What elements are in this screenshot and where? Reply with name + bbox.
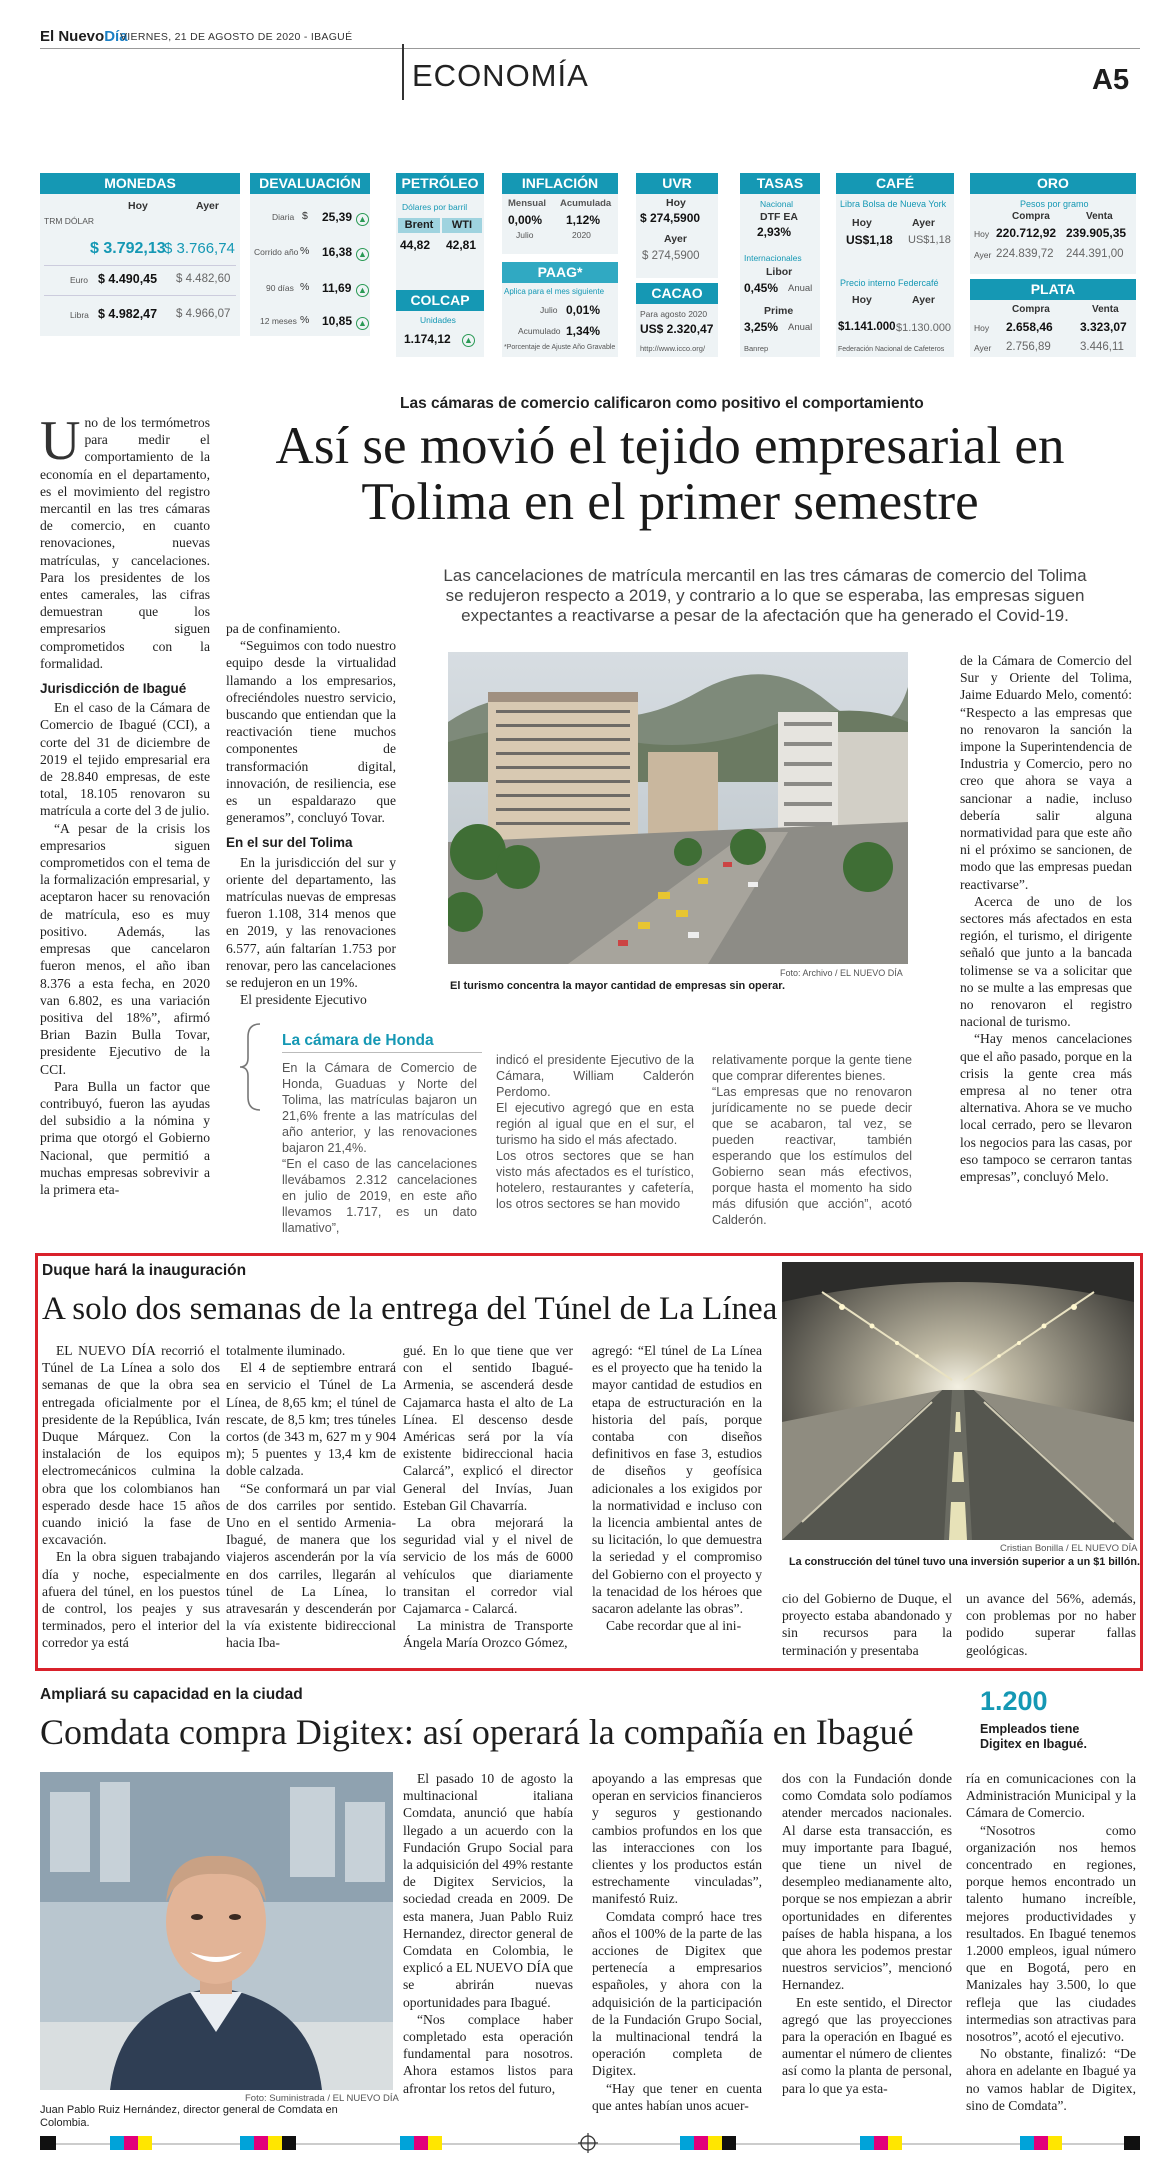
up-arrow-icon: ▲ [356, 281, 369, 299]
paag-header: PAAG* [502, 262, 618, 283]
page-number: A5 [1092, 64, 1130, 96]
plata-header: PLATA [970, 279, 1136, 300]
monedas-ayer-label: Ayer [196, 200, 219, 212]
honda-title-rule [282, 1052, 482, 1053]
plata-hoy-label: Hoy [974, 323, 990, 333]
article1-paragraph: Para Bulla un factor que contribuyó, fueron las ayudas del subsidio a la nómina y prima que otorgó el Gobierno Nacional, que permitió a muchas empresas sobrevivir a la primera eta- [40, 1078, 210, 1197]
deval-diaria-value: 25,39 [322, 210, 353, 224]
article2-kicker: Duque hará la inauguración [42, 1262, 247, 1279]
up-arrow-icon: ▲ [356, 314, 369, 332]
tasas-internacional-label: Internacionales [744, 253, 802, 263]
oro-venta-label: Venta [1086, 211, 1113, 222]
monedas-divider [44, 295, 236, 296]
registration-bar-right [640, 2136, 1140, 2150]
brent-value: 44,82 [400, 238, 431, 252]
article3-paragraph: ría en comunicaciones con la Administración Municipal y la Cámara de Comercio. [966, 1771, 1136, 1821]
article1-paragraph: Acerca de uno de los sectores más afectados en esta región, el turismo, el dirigente señaló que junto a la bancada tolimense se va a solicitar que no se multe a las empresas que no renovaron el registro nacional de turismo. [960, 893, 1132, 1030]
market-strip [0, 0, 1172, 370]
article3-stat-text: Empleados tiene Digitex en Ibagué. [980, 1722, 1087, 1751]
article1-paragraph: El presidente Ejecutivo [240, 992, 367, 1008]
tasas-source: Banrep [744, 344, 769, 353]
uvr-header: UVR [636, 173, 718, 194]
deval-90-label: 90 días [266, 283, 294, 293]
article3-headline: Comdata compra Digitex: así operará la compañía en Ibagué [40, 1712, 914, 1752]
honda-column-2 [496, 1052, 694, 1212]
deval-diaria-label: Diaria [272, 212, 295, 222]
inflacion-acumulada: 1,12% [566, 213, 601, 227]
article2-paragraph: En la obra siguen trabajando día y noche, especialmente afuera del túnel, en los puestos de control, los peajes y sus terminados, pero el interior del corredor ya está [42, 1549, 220, 1651]
article2-paragraph: Cabe recordar que al ini- [606, 1618, 742, 1634]
article2-column-6 [966, 1590, 1136, 1659]
article3-paragraph: No obstante, finalizó: “De ahora en adelante en Ibagué ya no vamos hablar de Digitex, sino de Comdata”. [966, 2046, 1136, 2113]
oro-compra-label: Compra [1012, 211, 1050, 222]
inflacion-mensual-label: Mensual [508, 198, 547, 209]
honda-paragraph: relativamente porque la gente tiene que comprar diferentes bienes. [712, 1053, 912, 1083]
uvr-ayer: $ 274,5900 [642, 250, 700, 262]
article2-photo-credit: Cristian Bonilla / EL NUEVO DÍA [1000, 1543, 1138, 1554]
colcap-value: 1.174,12 [404, 332, 451, 346]
wti-label: WTI [442, 218, 482, 233]
dtf-label: DTF EA [760, 211, 798, 223]
trm-ayer: $ 3.766,74 [164, 240, 235, 257]
deval-diaria-unit: $ [302, 210, 308, 222]
article3-paragraph: “Nosotros como organización nos hemos concentrado en regiones, porque hemos encontrado un talento humano increíble, mejores productividades y resultados. En Ibagué tenemos 1.2000 empleos, igual número que en Bogotá, pero en Manizales hay 3.500, lo que refleja que las ciudades intermedias son atractivas para nosotros”, acotó el ejecutivo. [966, 1822, 1136, 2045]
city-photo-illustration [448, 652, 908, 964]
article1-column-1 [40, 410, 210, 1198]
deval-corrido-unit: % [300, 245, 310, 257]
devaluacion-header: DEVALUACIÓN [250, 173, 370, 194]
honda-box-title: La cámara de Honda [282, 1032, 434, 1049]
article1-subhead: Jurisdicción de Ibagué [40, 681, 187, 697]
paag-julio: 0,01% [566, 303, 601, 317]
article1-text: no de los termómetros para medir el comportamiento de la economía en el departamento, es el movimiento del registro mercantil en las tres cámaras de comercio, en cuanto renovaciones, nuevas matrículas, y cancelaciones. Para los presidentes de los entes camerales, las cifras demuestran que los empresarios siguen comprometidos con la formalidad. [40, 415, 210, 671]
article2-paragraph: EL NUEVO DÍA recorrió el Túnel de La Línea a solo dos semanas de que la obra sea entregada oficialmente por el presidente de la República, Iván Duque Márquez. Con la instalación de los equipos electromecánicos culmina la obra que los colombianos han esperado desde hace 15 años cuando inició la fase de excavación. [42, 1343, 220, 1548]
article2-column-2 [226, 1342, 396, 1652]
cacao-source: http://www.icco.org/ [640, 344, 706, 353]
cafe-fed-ayer: $1.130.000 [896, 322, 952, 334]
article1-paragraph: pa de confinamiento. [226, 621, 341, 636]
up-arrow-icon: ▲ [356, 245, 369, 263]
article1-headline: Así se movió el tejido empresarial en Tolima en el primer semestre [275, 417, 1065, 531]
euro-ayer: $ 4.482,60 [176, 273, 231, 285]
prime-value: 3,25% [744, 320, 779, 334]
oro-hoy-compra: 220.712,92 [996, 226, 1057, 240]
inflacion-header: INFLACIÓN [502, 173, 618, 194]
article1-paragraph: “Hay menos cancelaciones que el año pasado, porque en la crisis la gente crea más empresa al no tener otra alternativa. Ahora se ve mucho local cerrado, pero se llevaron los negocios para las casas, por eso tampoco se cerraron tantas empresas”, concluyó Melo. [960, 1031, 1132, 1185]
article3-photo-credit: Foto: Suministrada / EL NUEVO DÍA [245, 2093, 399, 2104]
oro-header: ORO [970, 173, 1136, 194]
deval-corrido-label: Corrido año [254, 247, 299, 257]
paag-julio-label: Julio [540, 305, 558, 315]
libra-label: Libra [70, 310, 89, 320]
article2-column-5 [782, 1590, 952, 1659]
oro-hoy-venta: 239.905,35 [1066, 226, 1127, 240]
uvr-hoy: $ 274,5900 [640, 211, 701, 225]
article2-paragraph: totalmente iluminado. [226, 1343, 346, 1358]
article2-paragraph: La obra mejorará la seguridad vial y el nivel de servicio de los más de 6000 vehículos que diariamente transitan el corredor vial Cajamarca - Calarcá. [403, 1515, 573, 1617]
article2-photo-caption: La construcción del túnel tuvo una inversión superior a un $1 billón. [789, 1556, 1140, 1568]
monedas-hoy-label: Hoy [128, 200, 148, 212]
article2-paragraph: La ministra de Transporte Ángela María Orozco Gómez, [403, 1618, 573, 1651]
honda-column-3 [712, 1052, 912, 1228]
article3-paragraph: apoyando a las empresas que operan en servicios financieros y seguros y gestionando cambios profundos en los que las interacciones con los clientes y los productos están estrechamente vinculadas”, manifestó Ruiz. [592, 1771, 762, 1907]
plata-hoy-compra: 2.658,46 [1006, 320, 1053, 334]
brand-name: El Nuevo [40, 28, 105, 45]
prime-unit: Anual [788, 322, 813, 333]
edition-date: VIERNES, 21 DE AGOSTO DE 2020 - IBAGUÉ [120, 31, 353, 43]
deval-12-label: 12 meses [260, 316, 297, 326]
deval-corrido-value: 16,38 [322, 245, 353, 259]
article1-paragraph: de la Cámara de Comercio del Sur y Oriente del Tolima, Jaime Eduardo Melo, comentó: “Respecto a las empresas que no renovaron la sanción la impone la Superintendencia de Industria y Comercio, pero no creo que ahora se vaya a sancionar a nadie, incluso debería salir alguna normatividad para que este año ni el próximo se sancionen, de modo que las empresas puedan reactivarse”. [960, 653, 1132, 892]
article1-kicker: Las cámaras de comercio calificaron como positivo el comportamiento [400, 395, 924, 412]
libor-label: Libor [766, 266, 793, 278]
libor-unit: Anual [788, 283, 813, 294]
deval-12-value: 10,85 [322, 314, 353, 328]
oro-hoy-label: Hoy [974, 229, 990, 239]
petroleo-sub: Dólares por barril [402, 202, 468, 212]
section-title: ECONOMÍA [412, 58, 589, 93]
article2-paragraph: El 4 de septiembre entrará en servicio el Túnel de La Línea, de 8,65 km; el túnel de rescate, de 8,5 km; tres túneles cortos (de 343 m, 627 m y 904 m); 5 puentes y 13,4 km de doble calzada. [226, 1360, 396, 1479]
article1-subhead: En el sur del Tolima [226, 835, 353, 851]
article1-deck: Las cancelaciones de matrícula mercantil en las tres cámaras de comercio del Tolima se redujeron respecto a 2019, y contrario a lo que se esperaba, las empresas siguen expectantes a reactivarse a pesar de la afectación que ha generado el Covid-19. [443, 566, 1087, 625]
article1-paragraph [40, 410, 210, 672]
trm-hoy: $ 3.792,13 [90, 240, 166, 257]
honda-paragraph: indicó el presidente Ejecutivo de la Cámara, William Calderón Perdomo. [496, 1053, 694, 1099]
portrait-photo [40, 1772, 393, 2090]
euro-label: Euro [70, 275, 88, 285]
honda-paragraph: El ejecutivo agregó que en esta región al igual que en el sur, el turismo ha sido el más afectado. [496, 1101, 694, 1147]
dropcap: U [40, 410, 81, 472]
tunnel-photo-illustration [782, 1262, 1134, 1540]
paag-acum: 1,34% [566, 324, 601, 338]
monedas-header: MONEDAS [40, 173, 240, 194]
cafe-ny-sub: Libra Bolsa de Nueva York [840, 199, 947, 209]
libra-hoy: $ 4.982,47 [98, 307, 158, 321]
cafe-header: CAFÉ [836, 173, 954, 194]
article3-paragraph: “Nos complace haber completado esta operación fundamental para nosotros. Ahora estamos listos para afrontar los retos del futuro, [403, 2011, 573, 2096]
registration-target-icon [578, 2133, 598, 2158]
article3-column-3 [782, 1770, 952, 2097]
article2-column-3 [403, 1342, 573, 1652]
article1-photo-caption: El turismo concentra la mayor cantidad de empresas sin operar. [450, 980, 786, 992]
article2-paragraph: un avance del 56%, además, con problemas por no haber podido superar fallas geológicas. [966, 1591, 1136, 1658]
article1-photo-credit: Foto: Archivo / EL NUEVO DÍA [780, 968, 903, 978]
up-arrow-icon: ▲ [462, 331, 475, 349]
tasas-nacional-label: Nacional [760, 199, 794, 209]
inflacion-mensual: 0,00% [508, 213, 543, 227]
honda-paragraph: Los otros sectores que se han visto más afectados es el turístico, hotelero, restaurantes y cafetería, los otros sectores se han movido [496, 1149, 694, 1211]
monedas-divider [44, 265, 236, 266]
tasas-header: TASAS [740, 173, 820, 194]
article3-paragraph: “Hay que tener en cuenta que antes habían unos acuer- [592, 2080, 762, 2113]
article2-paragraph: agregó: “El túnel de La Línea es el proyecto que ha tenido la mayor cantidad de estudios en etapa de estructuración en la historia del país, porque contaba con diseños definitivos en fase 3, estudios de diseños y geofísica adicionales a los exigidos por la normatividad e incluso con la licencia ambiental antes de su licitación, lo que demuestra la seriedad y el compromiso del Gobierno con el proyecto y la tenacidad de los héroes que sacaron adelante las obras”. [592, 1343, 762, 1617]
uvr-ayer-label: Ayer [664, 233, 687, 245]
cacao-header: CACAO [636, 283, 718, 304]
honda-paragraph: En la Cámara de Comercio de Honda, Guaduas y Norte del Tolima, las matrículas bajaron un 21,6% frente a las matrículas del año anterior, y las renovaciones bajaron 21,4%. [282, 1061, 477, 1155]
article3-paragraph: En este sentido, el Director agregó que las proyecciones para la operación en Ibagué es aumentar el número de clientes así como la planta de personal, para lo que ya esta- [782, 1994, 952, 2096]
dtf-value: 2,93% [757, 225, 792, 239]
uvr-hoy-label: Hoy [666, 197, 686, 209]
oro-sub: Pesos por gramo [1020, 199, 1089, 209]
inflacion-mensual-period: Julio [516, 230, 534, 240]
article2-paragraph: cio del Gobierno de Duque, el proyecto estaba abandonado y sin recursos para la terminación y presentaba [782, 1591, 952, 1658]
oro-ayer-compra: 224.839,72 [996, 248, 1054, 260]
cafe-ayer-label: Ayer [912, 294, 935, 306]
colcap-sub: Unidades [420, 315, 456, 325]
libra-ayer: $ 4.966,07 [176, 308, 231, 320]
deval-90-value: 11,69 [322, 281, 352, 295]
article2-column-1 [42, 1342, 220, 1652]
article1-paragraph: En el caso de la Cámara de Comercio de Ibagué (CCI), a corte del 31 de diciembre de 2019 el tejido empresarial era de 28.840 empresas, de este total, 18.105 renovaron su matrícula a corte del 3 de julio. [40, 700, 210, 819]
article3-column-1 [403, 1770, 573, 2097]
article1-column-2 [226, 620, 396, 1008]
article3-paragraph: El pasado 10 de agosto la multinacional italiana Comdata, anunció que había llegado a un acuerdo con la Fundación Grupo Social para la adquisición del 49% restante de Digitex Servicios, la sociedad creada en 2009. De esta manera, Juan Pablo Ruiz Hernandez, director general de Comdata en Colombia, le explicó a EL NUEVO DÍA que se abrirán nuevas oportunidades para Ibagué. [403, 1771, 573, 2010]
article2-headline: A solo dos semanas de la entrega del Túnel de La Línea [42, 1291, 778, 1327]
honda-column-1 [282, 1060, 477, 1236]
plata-ayer-compra: 2.756,89 [1006, 341, 1051, 353]
inflacion-acumulada-period: 2020 [572, 230, 591, 240]
plata-ayer-label: Ayer [974, 343, 992, 353]
prime-label: Prime [764, 305, 794, 317]
brand-name-accent: Día [104, 28, 128, 45]
article3-photo-caption: Juan Pablo Ruiz Hernández, director general de Comdata en Colombia. [40, 2104, 338, 2129]
portrait-photo-illustration [40, 1772, 393, 2090]
registration-bar-left [40, 2136, 520, 2150]
article1-paragraph: En la jurisdicción del sur y oriente del departamento, las matrículas nuevas de empresas fueron 1.108, 314 menos que en 2019, y las renovaciones 6.577, aún faltarían 1.753 por renovar, pero las cancelaciones se redujeron en un 19%. [226, 854, 396, 991]
inflacion-acumulada-label: Acumulada [560, 198, 612, 209]
brent-label: Brent [398, 218, 440, 233]
colcap-header: COLCAP [396, 290, 484, 311]
cacao-value: US$ 2.320,47 [640, 322, 714, 336]
deval-12-unit: % [300, 314, 310, 326]
honda-paragraph: “En el caso de las cancelaciones llevábamos 2.312 cancelaciones en julio de 2019, en este año llevamos 1.717, es un dato llamativo”, [282, 1157, 477, 1235]
article1-paragraph: “Seguimos con todo nuestro equipo desde la virtualidad llamando a los empresarios, ofreciéndoles nuestro servicio, buscando que entiendan que la reactivación tiene muchos componentes de transformación digital, innovación, de resiliencia, ese es un espaldarazo que generamos”, concluyó Tovar. [226, 638, 396, 826]
tunnel-photo [782, 1262, 1134, 1540]
cafe-source: Federación Nacional de Cafeteros [838, 346, 945, 353]
cafe-hoy-label: Hoy [852, 294, 872, 306]
oro-ayer-label: Ayer [974, 250, 992, 260]
honda-paragraph: “Las empresas que no renovaron jurídicamente no se puede decir que se acabaron, tal vez, se pueden reactivar, también esperando que los estímulos del Gobierno sean más efectivos, porque hasta el momento ha sido más difusión que acción”, acotó Calderón. [712, 1085, 912, 1227]
article3-column-2 [592, 1770, 762, 2114]
cafe-hoy-label: Hoy [852, 217, 872, 229]
cafe-ayer-label: Ayer [912, 217, 935, 229]
wti-value: 42,81 [446, 238, 477, 252]
brace-icon [238, 1022, 268, 1117]
plata-venta-label: Venta [1092, 304, 1119, 315]
article2-column-4 [592, 1342, 762, 1634]
article1-column-5 [960, 652, 1132, 1185]
cafe-ny-ayer: US$1,18 [908, 234, 951, 246]
euro-hoy: $ 4.490,45 [98, 272, 158, 286]
article3-paragraph: Comdata compró hace tres años el 100% de la parte de las acciones de Digitex que pertenecía a empresarios españoles, y ahora con la adquisición de la participación de la Fundación Grupo Social, la multinacional tendrá la operación completa de Digitex. [592, 1908, 762, 2079]
article3-stat-number: 1.200 [980, 1686, 1048, 1716]
plata-hoy-venta: 3.323,07 [1080, 320, 1127, 334]
trm-label: TRM DÓLAR [44, 216, 95, 226]
up-arrow-icon: ▲ [356, 210, 369, 228]
cafe-fed-hoy: $1.141.000 [838, 321, 896, 333]
article3-column-4 [966, 1770, 1136, 2114]
article3-kicker: Ampliará su capacidad en la ciudad [40, 1686, 303, 1703]
paag-acum-label: Acumulado [518, 326, 561, 336]
article1-paragraph: “A pesar de la crisis los empresarios siguen comprometidos con el tema de la formalización empresarial, y aceptaron hacer su renovación de matrícula, eso es muy positivo. Además, las empresas que cancelaron fueron menos, el año iban 8.376 a esta fecha, en 2020 van 6.802, es una variación positiva del 18%”, afirmó Brian Bazin Bulla Tovar, presidente Ejecutivo de la CCI. [40, 820, 210, 1077]
paag-note: *Porcentaje de Ajuste Año Gravable [504, 344, 616, 351]
petroleo-header: PETRÓLEO [396, 173, 484, 194]
oro-ayer-venta: 244.391,00 [1066, 248, 1124, 260]
plata-compra-label: Compra [1012, 304, 1050, 315]
city-plaza-photo [448, 652, 908, 964]
article2-paragraph: “Se conformará un par vial de dos carriles por sentido. Uno en el sentido Armenia-Ibagué, de manera que los viajeros ascenderán por la vía en dos carriles, llegarán al túnel de La Línea, lo atravesarán y descenderán por la vía existente bidireccional hacia Iba- [226, 1480, 396, 1651]
article2-paragraph: gué. En lo que tiene que ver con el sentido Ibagué-Armenia, se ascenderá desde Cajamarca hasta el alto de La Línea. El descenso desde Américas será por la vía existente bidireccional hacia Calarcá”, explicó el director General del Invías, Juan Esteban Gil Chavarría. [403, 1343, 573, 1513]
libor-value: 0,45% [744, 281, 779, 295]
article3-paragraph: dos con la Fundación donde como Comdata solo podíamos atender mercados nacionales. Al darse esta transacción, es muy importante para Ibagué, que tiene un nivel de desempleo medianamente alto, porque se nos empiezan a abrir oportunidades en diferentes países de habla hispana, a los que ahora les podemos prestar nuestros servicios”, mencionó Hernandez. [782, 1771, 952, 1993]
cafe-fed-sub: Precio interno Federcafé [840, 278, 939, 288]
cacao-sub: Para agosto 2020 [640, 309, 708, 319]
plata-ayer-venta: 3.446,11 [1080, 341, 1124, 353]
deval-90-unit: % [300, 281, 310, 293]
paag-sub: Aplica para el mes siguiente [504, 287, 605, 296]
cafe-ny-hoy: US$1,18 [846, 233, 893, 247]
